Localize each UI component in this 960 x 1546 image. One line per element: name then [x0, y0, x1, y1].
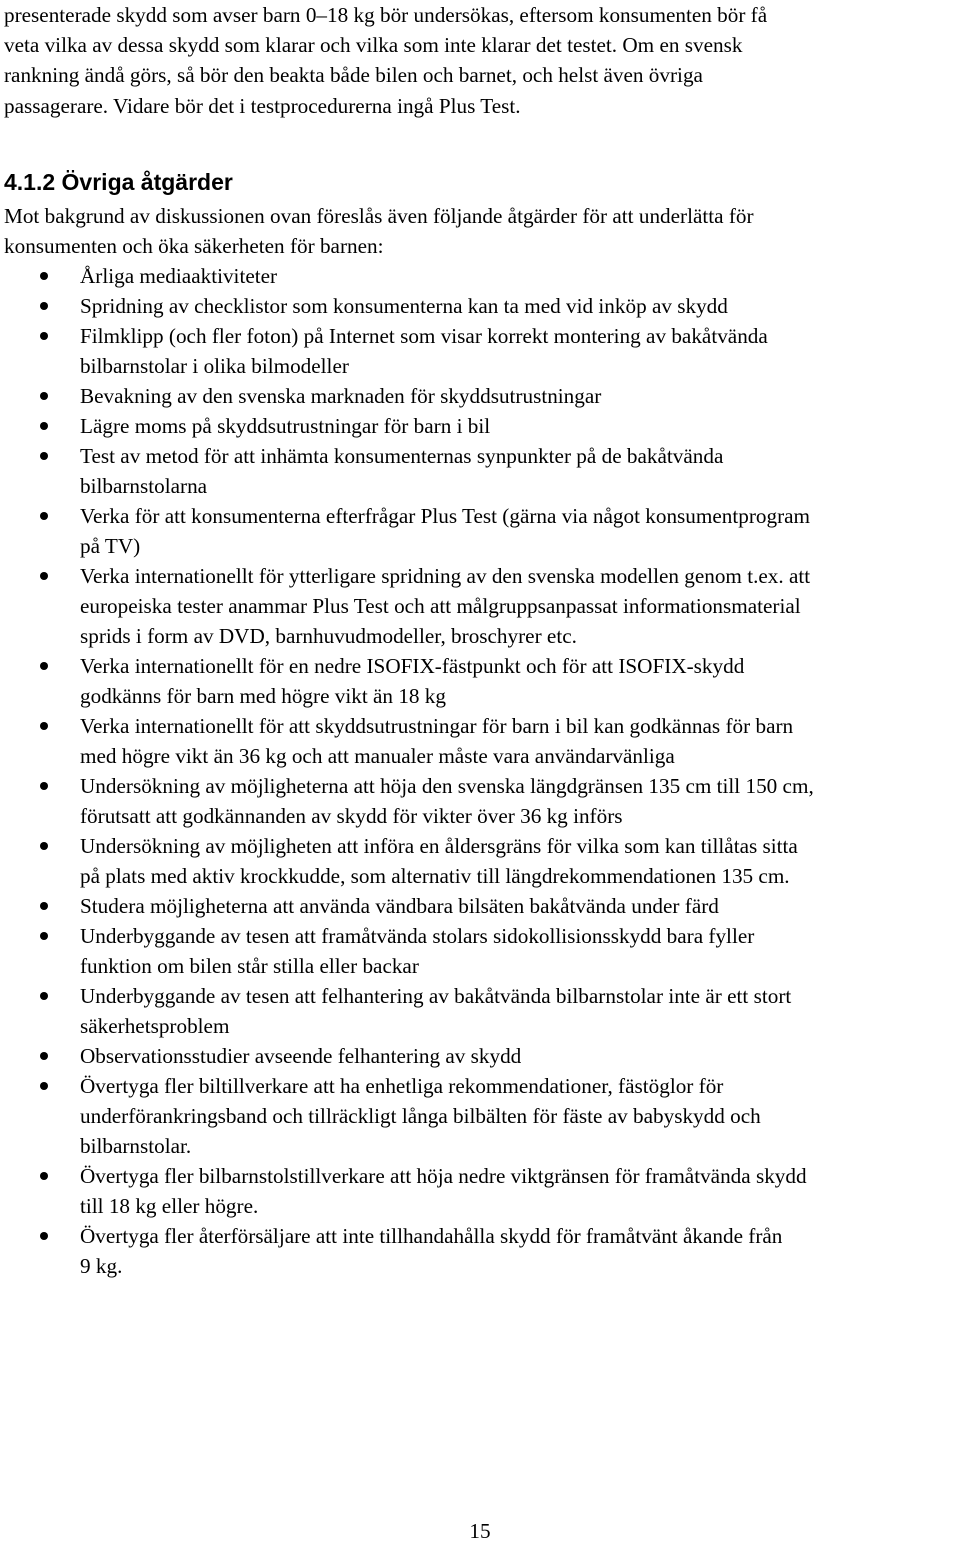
intro-paragraph: presenterade skydd som avser barn 0–18 kg bör undersökas, eftersom konsumenten bör få veta vilka av dessa skydd som klarar och vilka som inte klarar det testet. Om en svensk rankning ändå görs, så bör den beakta både bilen och barnet, och helst även övriga passagerare. Vidare bör det i testprocedurerna ingå Plus Test. [4, 3, 768, 118]
bullet-dot-icon [40, 1232, 48, 1240]
list-item [4, 1161, 956, 1221]
list-item-text: Test av metod för att inhämta konsumenternas synpunkter på de bakåtvända bilbarnstolarna [80, 443, 724, 498]
bullet-dot-icon [40, 572, 48, 580]
bullet-dot-icon [40, 782, 48, 790]
bullet-dot-icon [40, 512, 48, 520]
list-item [4, 381, 956, 411]
bullet-dot-icon [40, 452, 48, 460]
list-item-text: Underbyggande av tesen att framåtvända stolars sidokollisionsskydd bara fyller funktion om bilen står stilla eller backar [80, 923, 755, 978]
list-item [4, 1041, 956, 1071]
bullet-dot-icon [40, 332, 48, 340]
list-item [4, 291, 956, 321]
list-item-text: Filmklipp (och fler foton) på Internet som visar korrekt montering av bakåtvända bilbarnstolar i olika bilmodeller [80, 323, 768, 378]
list-item [4, 411, 956, 441]
document-page [4, 0, 956, 1281]
bullet-dot-icon [40, 662, 48, 670]
bullet-dot-icon [40, 272, 48, 280]
list-item-text: Bevakning av den svenska marknaden för skyddsutrustningar [80, 383, 602, 408]
bullet-dot-icon [40, 722, 48, 730]
bullet-dot-icon [40, 1082, 48, 1090]
list-item-text: Spridning av checklistor som konsumenterna kan ta med vid inköp av skydd [80, 293, 728, 318]
bullet-dot-icon [40, 842, 48, 850]
bullet-dot-icon [40, 302, 48, 310]
section-paragraph: Mot bakgrund av diskussionen ovan föreslås även följande åtgärder för att underlätta för konsumenten och öka säkerheten för barnen: [4, 203, 754, 258]
section-heading: 4.1.2 Övriga åtgärder [4, 168, 233, 195]
list-item [4, 981, 956, 1041]
bullet-dot-icon [40, 1052, 48, 1060]
list-item [4, 261, 956, 291]
list-item-text: Studera möjligheterna att använda vändbara bilsäten bakåtvända under färd [80, 893, 719, 918]
list-item [4, 921, 956, 981]
list-item [4, 771, 956, 831]
list-item [4, 831, 956, 891]
list-item [4, 501, 956, 561]
list-item-text: Verka internationellt för en nedre ISOFIX-fästpunkt och för att ISOFIX-skydd godkänns för barn med högre vikt än 18 kg [80, 653, 745, 708]
list-item [4, 1221, 956, 1281]
bullet-dot-icon [40, 902, 48, 910]
list-item [4, 891, 956, 921]
list-item-text: Årliga mediaaktiviteter [80, 263, 278, 288]
list-item-text: Verka internationellt för att skyddsutrustningar för barn i bil kan godkännas för barn med högre vikt än 36 kg och att manualer måste vara användarvänliga [80, 713, 794, 768]
bullet-dot-icon [40, 422, 48, 430]
list-item-text: Övertyga fler återförsäljare att inte tillhandahålla skydd för framåtvänt åkande från 9 kg. [80, 1223, 783, 1278]
bullet-dot-icon [40, 1172, 48, 1180]
list-item [4, 1071, 956, 1161]
list-item [4, 441, 956, 501]
list-item-text: Verka för att konsumenterna efterfrågar Plus Test (gärna via något konsumentprogram på TV) [80, 503, 811, 558]
list-item-text: Undersökning av möjligheten att införa en åldersgräns för vilka som kan tillåtas sitta på plats med aktiv krockkudde, som alternativ till längdrekommendationen 135 cm. [80, 833, 798, 888]
bullet-dot-icon [40, 392, 48, 400]
page-number: 15 [469, 1519, 491, 1543]
list-item-text: Underbyggande av tesen att felhantering av bakåtvända bilbarnstolar inte är ett stort säkerhetsproblem [80, 983, 792, 1038]
bullet-dot-icon [40, 932, 48, 940]
list-item [4, 321, 956, 381]
list-item [4, 561, 956, 651]
list-item-text: Observationsstudier avseende felhantering av skydd [80, 1043, 522, 1068]
list-item-text: Övertyga fler bilbarnstolstillverkare att höja nedre viktgränsen för framåtvända skydd till 18 kg eller högre. [80, 1163, 807, 1218]
bullet-list [4, 261, 956, 1281]
list-item [4, 711, 956, 771]
bullet-dot-icon [40, 992, 48, 1000]
list-item-text: Undersökning av möjligheterna att höja den svenska längdgränsen 135 cm till 150 cm, förutsatt att godkännanden av skydd för vikter över 36 kg införs [80, 773, 814, 828]
list-item [4, 651, 956, 711]
list-item-text: Verka internationellt för ytterligare spridning av den svenska modellen genom t.ex. att europeiska tester anammar Plus Test och att målgruppsanpassat informationsmaterial sprids i form av DVD, barnhuvudmodeller, broschyrer etc. [80, 563, 811, 648]
list-item-text: Lägre moms på skyddsutrustningar för barn i bil [80, 413, 491, 438]
list-item-text: Övertyga fler biltillverkare att ha enhetliga rekommendationer, fästöglor för underförankringsband och tillräckligt långa bilbälten för fäste av babyskydd och bilbarnstolar. [80, 1073, 761, 1158]
